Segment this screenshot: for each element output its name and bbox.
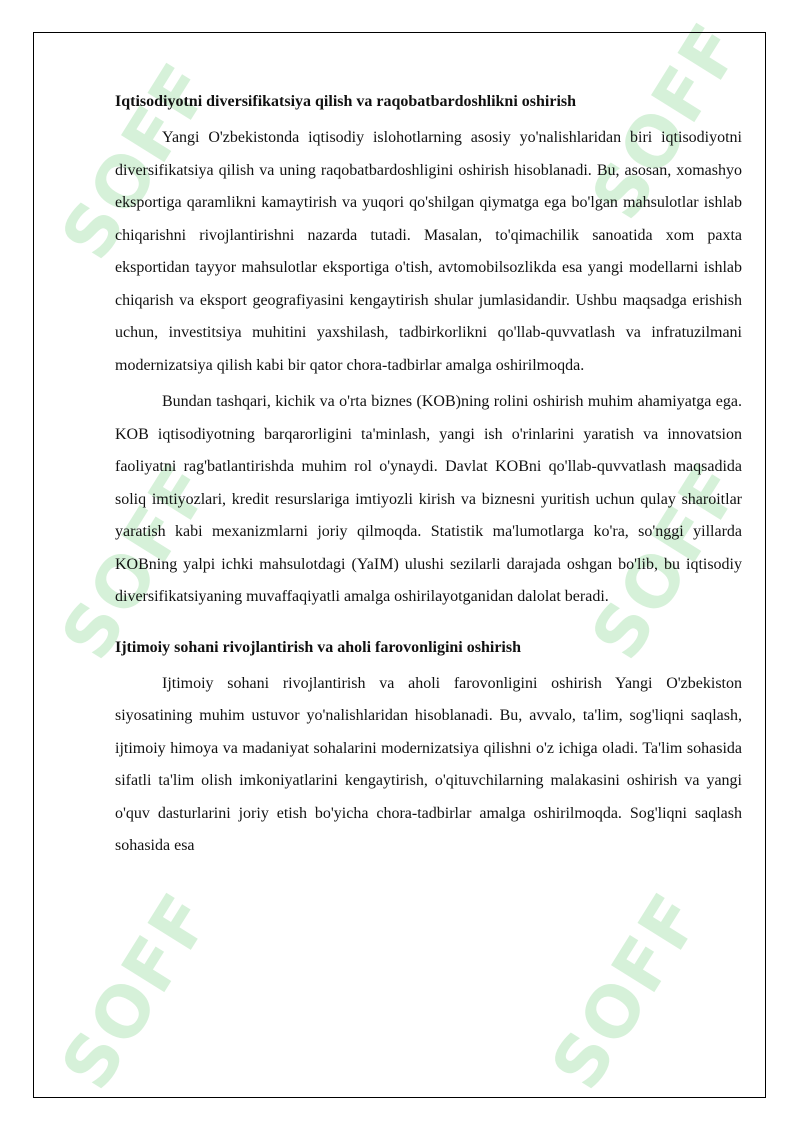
- watermark: SOFF: [535, 878, 719, 1104]
- watermark: SOFF: [45, 48, 229, 274]
- paragraph: Yangi O'zbekistonda iqtisodiy islohotlarning asosiy yo'nalishlaridan biri iqtisodiyotni diversifikatsiya qilish va uning raqobatbardoshligini oshirish hisoblanadi. Bu, asosan, xomashyo eksportiga qaramlikni kamaytirish va yuqori qo'shilgan qiymatga ega bo'lgan mahsulotlar ishlab chiqarishni rivojlantirishni nazarda tutadi. Masalan, to'qimachilik sanoatida xom paxta eksportidan tayyor mahsulotlar eksportiga o'tish, avtomobilsozlikda esa yangi modellarni ishlab chiqarish va eksport geografiyasini kengaytirish shular jumlasidandir. Ushbu maqsadga erishish uchun, investitsiya muhitini yaxshilash, tadbirkorlikni qo'llab-quvvatlash va infratuzilmani modernizatsiya qilish kabi bir qator chora-tadbirlar amalga oshirilmoqda.: [115, 129, 742, 374]
- paragraph: Bundan tashqari, kichik va o'rta biznes (KOB)ning rolini oshirish muhim ahamiyatga ega. KOB iqtisodiyotning barqarorligini ta'minlash, yangi ish o'rinlarini yaratish va innovatsion faoliyatni rag'batlantirishda muhim rol o'ynaydi. Davlat KOBni qo'llab-quvvatlash maqsadida soliq imtiyozlari, kredit resurslariga imtiyozli kirish va biznesni yuritish uchun qulay sharoitlar yaratish kabi mexanizmlarni joriy qilmoqda. Statistik ma'lumotlarga ko'ra, so'nggi yillarda KOBning yalpi ichki mahsulotdagi (YaIM) ulushi sezilarli darajada oshgan bo'lib, bu iqtisodiy diversifikatsiyaning muvaffaqiyatli amalga oshirilayotganidan dalolat beradi.: [115, 393, 742, 605]
- paragraph: Ijtimoiy sohani rivojlantirish va aholi farovonligini oshirish Yangi O'zbekiston siyosatining muhim ustuvor yo'nalishlaridan hisoblanadi. Bu, avvalo, ta'lim, sog'liqni saqlash, ijtimoiy himoya va madaniyat sohalarini modernizatsiya qilishni o'z ichiga oladi. Ta'lim sohasida sifatli ta'lim olish imkoniyatlarini kengaytirish, o'qituvchilarning malakasini oshirish va yangi o'quv dasturlarini joriy etish bo'yicha chora-tadbirlar amalga oshirilmoqda. Sog'liqni saqlash sohasida esa: [115, 674, 742, 854]
- watermark: SOFF: [575, 8, 759, 234]
- section-heading: Ijtimoiy sohani rivojlantirish va aholi farovonligini oshirish: [115, 638, 521, 656]
- watermark: SOFF: [575, 448, 759, 674]
- document-body: [115, 90, 742, 863]
- watermark: SOFF: [45, 448, 229, 674]
- watermark: SOFF: [45, 878, 229, 1104]
- section-heading: Iqtisodiyotni diversifikatsiya qilish va raqobatbardoshlikni oshirish: [115, 93, 577, 110]
